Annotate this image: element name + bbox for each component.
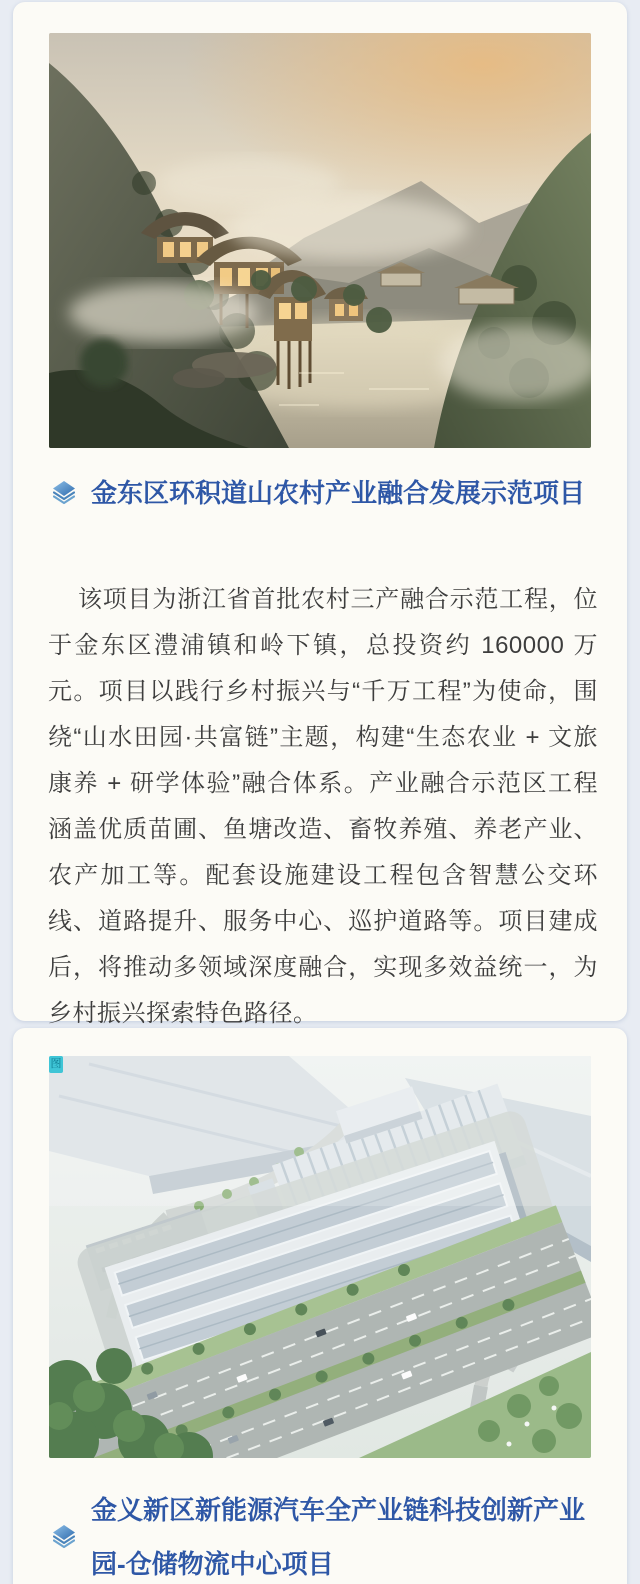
mountain-village-illustration <box>49 33 591 448</box>
project-image-mountain-village[interactable] <box>49 33 591 448</box>
layers-icon <box>53 481 75 505</box>
logistics-park-illustration <box>49 1056 591 1458</box>
project-image-logistics-park[interactable] <box>49 1056 591 1458</box>
image-watermark: 图 <box>49 1056 63 1073</box>
project-description: 该项目为浙江省首批农村三产融合示范工程，位于金东区澧浦镇和岭下镇，总投资约 160000 万元。项目以践行乡村振兴与“千万工程”为使命，围绕“山水田园·共富链”主题，构建“生态农业 + 文旅康养 + 研学体验”融合体系。产业融合示范区工程涵盖优质苗圃、鱼塘改造、畜牧养殖、养老产业、农产加工等。配套设施建设工程包含智慧公交环线、道路提升、服务中心、巡护道路等。项目建成后，将推动多领域深度融合，实现多效益统一，为乡村振兴探索特色路径。 <box>48 586 598 1027</box>
project-card-2 <box>13 1028 627 1584</box>
project-title: 金义新区新能源汽车全产业链科技创新产业园-仓储物流中心项目 <box>91 1495 586 1579</box>
project-title-row-1 <box>49 465 595 521</box>
project-title: 金东区环积道山农村产业融合发展示范项目 <box>91 478 586 508</box>
project-title-row-2 <box>49 1483 595 1584</box>
project-card-1 <box>13 2 627 1027</box>
layers-icon <box>53 1525 75 1549</box>
